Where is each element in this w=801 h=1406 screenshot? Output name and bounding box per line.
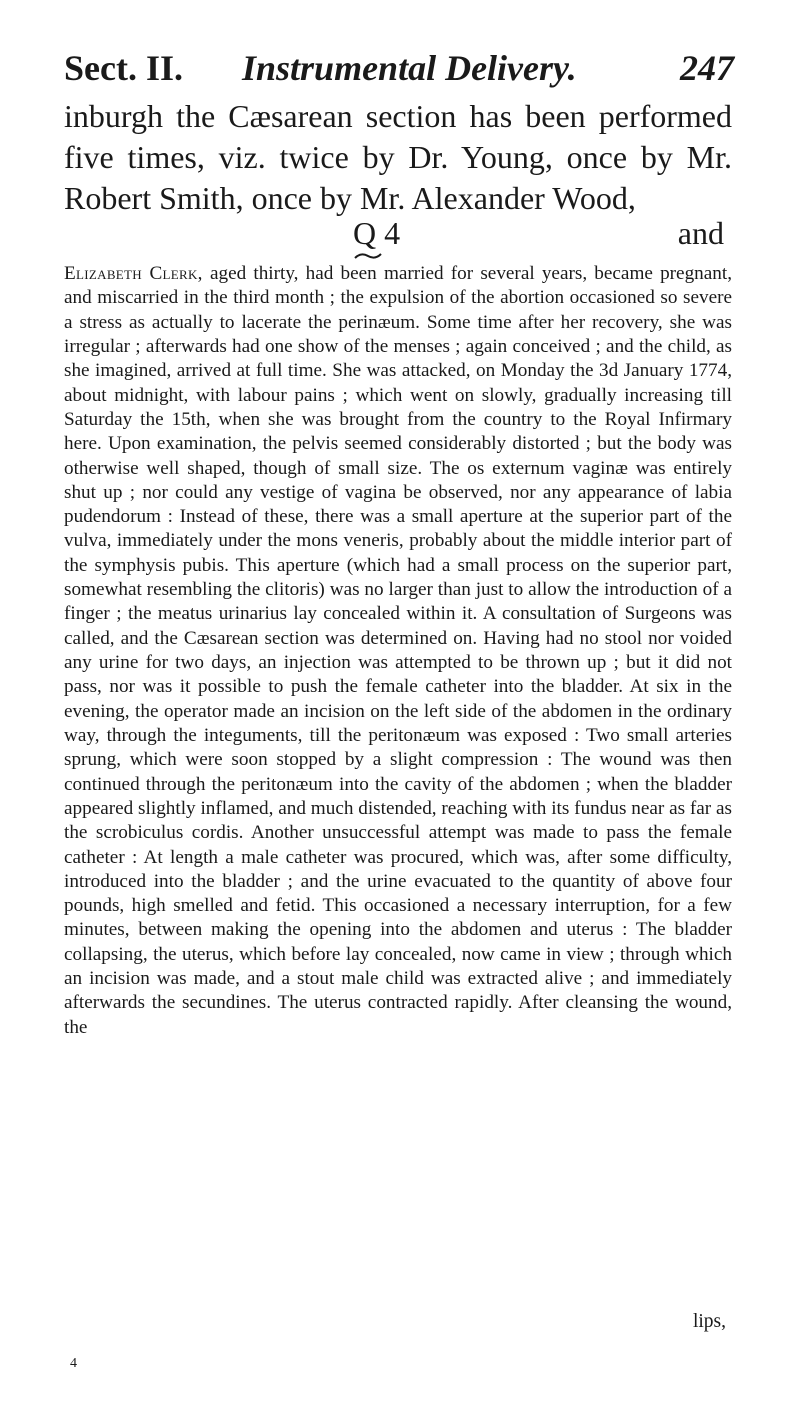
running-header (64, 40, 734, 96)
catchword: and (677, 215, 724, 251)
catchword-bottom: lips, (692, 1311, 726, 1332)
case-text: aged thirty, had been married for several years, became pregnant, and miscarried in the third month ; the expulsion of the abortion occasioned so severe a stress as actually to lacerate the perinæum. Some time after her recovery, she was irregular ; afterwards had one show of the menses ; again conceived ; and the child, as she imagined, arrived at full time. She was attacked, on Monday the 3d January 1774, about midnight, with labour pains ; which went on slowly, gradually increasing till Saturday the 15th, when she was brought from the country to the Royal Infirmary here. Upon examination, the pelvis seemed considerably distorted ; but the body was otherwise well shaped, though of small size. The os externum vaginæ was entirely shut up ; nor could any vestige of vagina be observed, nor any appearance of labia pudendorum : Instead of these, there was a small aperture at the superior part of the vulva, immediately under the mons veneris, probably about the middle interior part of the symphysis pubis. This aperture (which had a small process on the superior part, somewhat resembling the clitoris) was no larger than just to allow the introduction of a finger ; the meatus urinarius lay concealed within it. A consultation of Surgeons was called, and the Cæsarean section was determined on. Having had no stool nor voided any urine for two days, an injection was attempted to be thrown up ; but it did not pass, nor was it possible to push the female catheter into the bladder. At six in the evening, the operator made an incision on the left side of the abdomen in the ordinary way, through the integuments, till the peritonæum was exposed : Two small arteries sprung, which were soon stopped by a slight compression : The wound was then continued through the peritonæum into the cavity of the abdomen ; when the bladder appeared slightly inflamed, and much distended, reaching with its fundus near as far as the scrobiculus cordis. Another unsuccessful attempt was made to pass the female catheter : At length a male catheter was procured, which was, after some difficulty, introduced into the bladder ; and the urine evacuated to the quantity of above four pounds, high smelled and fetid. This occasioned a necessary interruption, for a few minutes, between making the opening into the abdomen and uterus : The bladder collapsing, the uterus, which before lay concealed, now came in view ; through which an incision was made, and a stout male child was extracted alive ; and immediately afterwards the secundines. The uterus contracted rapidly. After cleansing the wound, the (64, 263, 732, 1038)
margin-mark: 4 (70, 1356, 77, 1371)
section-label: Sect. II. (64, 48, 183, 88)
case-paragraph (64, 262, 732, 1040)
page-number: 247 (680, 48, 734, 88)
patient-name: Elizabeth Clerk, (64, 263, 203, 284)
signature-mark: Q 4 (353, 215, 401, 251)
intro-paragraph: inburgh the Cæsarean section has been performed five times, viz. twice by Dr. Young, once by Mr. Robert Smith, once by Mr. Alexander Wood, (64, 98, 732, 216)
running-title: Instrumental Delivery. (242, 48, 577, 88)
